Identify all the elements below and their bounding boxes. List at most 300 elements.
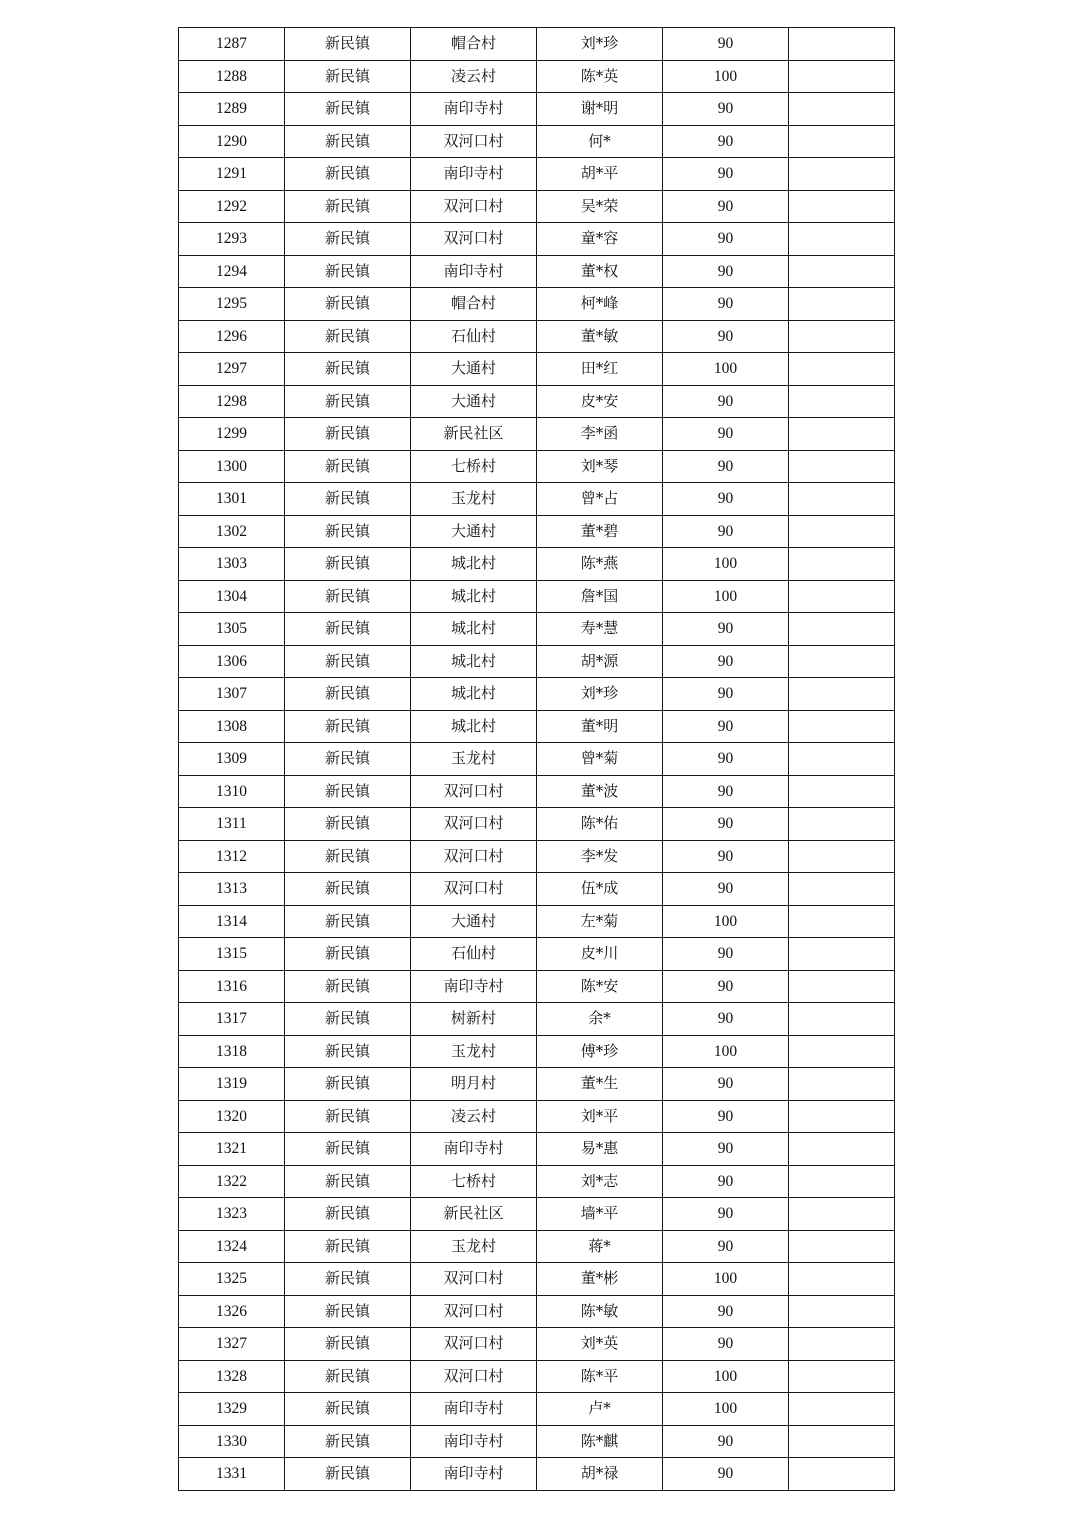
table-row [179,1328,895,1361]
town-cell: 新民镇 [285,743,411,776]
table-row [179,1165,895,1198]
table-row [179,1035,895,1068]
town-cell: 新民镇 [285,1198,411,1231]
name-cell: 易*惠 [537,1133,663,1166]
table-row [179,1198,895,1231]
name-cell: 胡*源 [537,645,663,678]
village-cell: 凌云村 [411,1100,537,1133]
remark-cell [789,1100,895,1133]
town-cell: 新民镇 [285,255,411,288]
table-row [179,613,895,646]
row-index-cell: 1322 [179,1165,285,1198]
row-index-cell: 1323 [179,1198,285,1231]
town-cell: 新民镇 [285,483,411,516]
table-row [179,1100,895,1133]
town-cell: 新民镇 [285,385,411,418]
amount-cell: 90 [663,1100,789,1133]
amount-cell: 90 [663,1230,789,1263]
remark-cell [789,60,895,93]
table-row [179,938,895,971]
amount-cell: 90 [663,93,789,126]
row-index-cell: 1329 [179,1393,285,1426]
town-cell: 新民镇 [285,1425,411,1458]
village-cell: 凌云村 [411,60,537,93]
name-cell: 曾*菊 [537,743,663,776]
village-cell: 城北村 [411,548,537,581]
name-cell: 陈*燕 [537,548,663,581]
remark-cell [789,1458,895,1491]
amount-cell: 90 [663,385,789,418]
village-cell: 帽合村 [411,288,537,321]
name-cell: 陈*麒 [537,1425,663,1458]
table-row [179,1360,895,1393]
name-cell: 童*容 [537,223,663,256]
village-cell: 七桥村 [411,1165,537,1198]
village-cell: 南印寺村 [411,255,537,288]
remark-cell [789,1068,895,1101]
town-cell: 新民镇 [285,1328,411,1361]
name-cell: 柯*峰 [537,288,663,321]
row-index-cell: 1307 [179,678,285,711]
remark-cell [789,938,895,971]
table-row [179,60,895,93]
name-cell: 董*敏 [537,320,663,353]
town-cell: 新民镇 [285,1295,411,1328]
town-cell: 新民镇 [285,775,411,808]
town-cell: 新民镇 [285,905,411,938]
village-cell: 明月村 [411,1068,537,1101]
remark-cell [789,808,895,841]
row-index-cell: 1318 [179,1035,285,1068]
amount-cell: 90 [663,613,789,646]
table-row [179,1068,895,1101]
name-cell: 伍*成 [537,873,663,906]
amount-cell: 90 [663,1198,789,1231]
town-cell: 新民镇 [285,548,411,581]
remark-cell [789,28,895,61]
amount-cell: 90 [663,743,789,776]
row-index-cell: 1288 [179,60,285,93]
village-cell: 玉龙村 [411,743,537,776]
village-cell: 城北村 [411,613,537,646]
row-index-cell: 1302 [179,515,285,548]
amount-cell: 90 [663,125,789,158]
row-index-cell: 1324 [179,1230,285,1263]
row-index-cell: 1331 [179,1458,285,1491]
remark-cell [789,320,895,353]
amount-cell: 90 [663,938,789,971]
town-cell: 新民镇 [285,970,411,1003]
village-cell: 大通村 [411,385,537,418]
town-cell: 新民镇 [285,873,411,906]
name-cell: 刘*志 [537,1165,663,1198]
remark-cell [789,613,895,646]
name-cell: 皮*安 [537,385,663,418]
table-row [179,418,895,451]
amount-cell: 90 [663,158,789,191]
town-cell: 新民镇 [285,158,411,191]
name-cell: 陈*安 [537,970,663,1003]
town-cell: 新民镇 [285,645,411,678]
name-cell: 董*权 [537,255,663,288]
row-index-cell: 1293 [179,223,285,256]
village-cell: 双河口村 [411,840,537,873]
town-cell: 新民镇 [285,288,411,321]
row-index-cell: 1297 [179,353,285,386]
table-row [179,678,895,711]
remark-cell [789,1003,895,1036]
table-row [179,645,895,678]
table-row [179,873,895,906]
remark-cell [789,385,895,418]
village-cell: 双河口村 [411,1263,537,1296]
row-index-cell: 1301 [179,483,285,516]
name-cell: 皮*川 [537,938,663,971]
amount-cell: 90 [663,710,789,743]
remark-cell [789,970,895,1003]
table-row [179,223,895,256]
name-cell: 田*红 [537,353,663,386]
remark-cell [789,125,895,158]
village-cell: 城北村 [411,580,537,613]
village-cell: 南印寺村 [411,970,537,1003]
table-row [179,28,895,61]
amount-cell: 100 [663,580,789,613]
name-cell: 余* [537,1003,663,1036]
remark-cell [789,1230,895,1263]
town-cell: 新民镇 [285,1133,411,1166]
remark-cell [789,223,895,256]
name-cell: 詹*国 [537,580,663,613]
town-cell: 新民镇 [285,1068,411,1101]
row-index-cell: 1311 [179,808,285,841]
village-cell: 新民社区 [411,1198,537,1231]
remark-cell [789,1165,895,1198]
table-row [179,288,895,321]
remark-cell [789,288,895,321]
row-index-cell: 1326 [179,1295,285,1328]
amount-cell: 90 [663,840,789,873]
remark-cell [789,1360,895,1393]
table-row [179,808,895,841]
village-cell: 双河口村 [411,190,537,223]
remark-cell [789,1295,895,1328]
town-cell: 新民镇 [285,710,411,743]
name-cell: 胡*禄 [537,1458,663,1491]
town-cell: 新民镇 [285,580,411,613]
table-row [179,125,895,158]
amount-cell: 100 [663,548,789,581]
remark-cell [789,743,895,776]
name-cell: 陈*平 [537,1360,663,1393]
table-row [179,710,895,743]
amount-cell: 100 [663,353,789,386]
row-index-cell: 1290 [179,125,285,158]
row-index-cell: 1325 [179,1263,285,1296]
village-cell: 双河口村 [411,775,537,808]
table-row [179,1425,895,1458]
table-row [179,450,895,483]
amount-cell: 90 [663,418,789,451]
row-index-cell: 1319 [179,1068,285,1101]
remark-cell [789,905,895,938]
amount-cell: 90 [663,1165,789,1198]
name-cell: 刘*琴 [537,450,663,483]
town-cell: 新民镇 [285,1458,411,1491]
remark-cell [789,1393,895,1426]
table-row [179,190,895,223]
table-row [179,1263,895,1296]
row-index-cell: 1310 [179,775,285,808]
amount-cell: 90 [663,1328,789,1361]
village-cell: 双河口村 [411,808,537,841]
remark-cell [789,158,895,191]
amount-cell: 90 [663,450,789,483]
town-cell: 新民镇 [285,28,411,61]
amount-cell: 90 [663,1003,789,1036]
village-cell: 大通村 [411,353,537,386]
remark-cell [789,1198,895,1231]
town-cell: 新民镇 [285,223,411,256]
row-index-cell: 1295 [179,288,285,321]
amount-cell: 90 [663,808,789,841]
amount-cell: 100 [663,1393,789,1426]
name-cell: 刘*英 [537,1328,663,1361]
town-cell: 新民镇 [285,450,411,483]
remark-cell [789,710,895,743]
amount-cell: 90 [663,515,789,548]
table-row [179,320,895,353]
remark-cell [789,190,895,223]
remark-cell [789,873,895,906]
row-index-cell: 1321 [179,1133,285,1166]
name-cell: 董*碧 [537,515,663,548]
town-cell: 新民镇 [285,1003,411,1036]
name-cell: 卢* [537,1393,663,1426]
table-row [179,1458,895,1491]
records-table [178,27,895,1491]
amount-cell: 100 [663,1035,789,1068]
village-cell: 城北村 [411,710,537,743]
village-cell: 帽合村 [411,28,537,61]
row-index-cell: 1289 [179,93,285,126]
row-index-cell: 1299 [179,418,285,451]
village-cell: 南印寺村 [411,158,537,191]
row-index-cell: 1315 [179,938,285,971]
table-row [179,1230,895,1263]
remark-cell [789,840,895,873]
row-index-cell: 1316 [179,970,285,1003]
row-index-cell: 1298 [179,385,285,418]
village-cell: 城北村 [411,645,537,678]
row-index-cell: 1317 [179,1003,285,1036]
row-index-cell: 1330 [179,1425,285,1458]
village-cell: 南印寺村 [411,1393,537,1426]
row-index-cell: 1287 [179,28,285,61]
town-cell: 新民镇 [285,515,411,548]
table-row [179,775,895,808]
village-cell: 树新村 [411,1003,537,1036]
village-cell: 大通村 [411,905,537,938]
village-cell: 双河口村 [411,125,537,158]
name-cell: 陈*英 [537,60,663,93]
table-row [179,93,895,126]
village-cell: 南印寺村 [411,1425,537,1458]
table-row [179,905,895,938]
village-cell: 南印寺村 [411,1458,537,1491]
name-cell: 曾*占 [537,483,663,516]
amount-cell: 90 [663,1295,789,1328]
amount-cell: 90 [663,970,789,1003]
amount-cell: 90 [663,1425,789,1458]
amount-cell: 90 [663,28,789,61]
table-row [179,970,895,1003]
name-cell: 蒋* [537,1230,663,1263]
village-cell: 七桥村 [411,450,537,483]
table-row [179,548,895,581]
name-cell: 谢*明 [537,93,663,126]
village-cell: 玉龙村 [411,483,537,516]
remark-cell [789,548,895,581]
village-cell: 双河口村 [411,1328,537,1361]
town-cell: 新民镇 [285,1360,411,1393]
name-cell: 何* [537,125,663,158]
remark-cell [789,255,895,288]
table-row [179,385,895,418]
name-cell: 董*生 [537,1068,663,1101]
town-cell: 新民镇 [285,613,411,646]
table-row [179,1003,895,1036]
name-cell: 寿*慧 [537,613,663,646]
row-index-cell: 1306 [179,645,285,678]
remark-cell [789,93,895,126]
name-cell: 刘*珍 [537,28,663,61]
name-cell: 胡*平 [537,158,663,191]
village-cell: 石仙村 [411,320,537,353]
remark-cell [789,775,895,808]
amount-cell: 90 [663,483,789,516]
table-row [179,840,895,873]
town-cell: 新民镇 [285,93,411,126]
name-cell: 吴*荣 [537,190,663,223]
amount-cell: 90 [663,645,789,678]
amount-cell: 100 [663,905,789,938]
remark-cell [789,1263,895,1296]
town-cell: 新民镇 [285,1230,411,1263]
name-cell: 董*彬 [537,1263,663,1296]
row-index-cell: 1312 [179,840,285,873]
village-cell: 城北村 [411,678,537,711]
row-index-cell: 1304 [179,580,285,613]
amount-cell: 90 [663,288,789,321]
town-cell: 新民镇 [285,678,411,711]
town-cell: 新民镇 [285,1035,411,1068]
village-cell: 大通村 [411,515,537,548]
table-row [179,515,895,548]
amount-cell: 90 [663,190,789,223]
name-cell: 墙*平 [537,1198,663,1231]
remark-cell [789,1133,895,1166]
village-cell: 双河口村 [411,873,537,906]
table-row [179,580,895,613]
name-cell: 陈*敏 [537,1295,663,1328]
name-cell: 刘*珍 [537,678,663,711]
table-row [179,353,895,386]
town-cell: 新民镇 [285,840,411,873]
village-cell: 南印寺村 [411,1133,537,1166]
row-index-cell: 1291 [179,158,285,191]
village-cell: 玉龙村 [411,1035,537,1068]
table-row [179,158,895,191]
remark-cell [789,678,895,711]
row-index-cell: 1313 [179,873,285,906]
town-cell: 新民镇 [285,353,411,386]
amount-cell: 90 [663,255,789,288]
amount-cell: 100 [663,1263,789,1296]
amount-cell: 90 [663,1458,789,1491]
row-index-cell: 1309 [179,743,285,776]
row-index-cell: 1328 [179,1360,285,1393]
name-cell: 刘*平 [537,1100,663,1133]
village-cell: 玉龙村 [411,1230,537,1263]
name-cell: 傅*珍 [537,1035,663,1068]
remark-cell [789,1425,895,1458]
town-cell: 新民镇 [285,125,411,158]
row-index-cell: 1308 [179,710,285,743]
village-cell: 新民社区 [411,418,537,451]
town-cell: 新民镇 [285,418,411,451]
town-cell: 新民镇 [285,60,411,93]
village-cell: 双河口村 [411,1295,537,1328]
row-index-cell: 1294 [179,255,285,288]
table-row [179,743,895,776]
remark-cell [789,450,895,483]
amount-cell: 90 [663,775,789,808]
row-index-cell: 1327 [179,1328,285,1361]
name-cell: 董*明 [537,710,663,743]
remark-cell [789,418,895,451]
amount-cell: 90 [663,320,789,353]
remark-cell [789,353,895,386]
amount-cell: 100 [663,1360,789,1393]
table-row [179,1133,895,1166]
town-cell: 新民镇 [285,808,411,841]
name-cell: 陈*佑 [537,808,663,841]
town-cell: 新民镇 [285,1263,411,1296]
name-cell: 董*波 [537,775,663,808]
row-index-cell: 1296 [179,320,285,353]
row-index-cell: 1300 [179,450,285,483]
name-cell: 左*菊 [537,905,663,938]
amount-cell: 90 [663,223,789,256]
row-index-cell: 1320 [179,1100,285,1133]
records-table-body [179,28,895,1491]
town-cell: 新民镇 [285,1393,411,1426]
table-row [179,255,895,288]
amount-cell: 90 [663,678,789,711]
remark-cell [789,515,895,548]
table-row [179,1295,895,1328]
town-cell: 新民镇 [285,938,411,971]
amount-cell: 90 [663,873,789,906]
row-index-cell: 1303 [179,548,285,581]
remark-cell [789,1035,895,1068]
remark-cell [789,645,895,678]
village-cell: 双河口村 [411,1360,537,1393]
table-row [179,1393,895,1426]
village-cell: 南印寺村 [411,93,537,126]
name-cell: 李*函 [537,418,663,451]
